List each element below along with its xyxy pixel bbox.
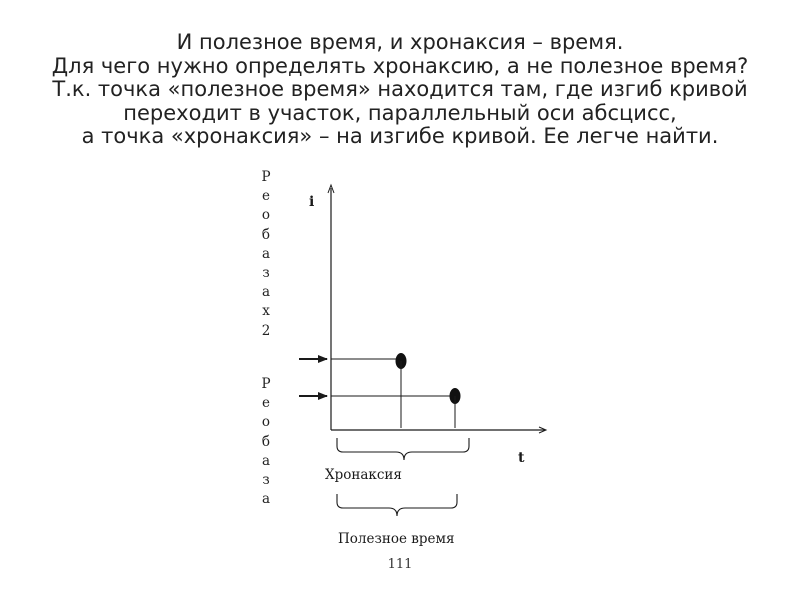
label-char: Р: [261, 376, 271, 392]
label-char: б: [261, 433, 271, 450]
label-char: е: [262, 395, 270, 412]
label-char: о: [261, 207, 271, 224]
label-char: 2: [261, 322, 271, 339]
label-char: з: [262, 265, 270, 282]
label-char: з: [262, 472, 270, 489]
y-axis-label: i: [309, 194, 315, 210]
label-char: а: [261, 284, 271, 301]
heading-line: Т.к. точка «полезное время» находится там, где изгиб кривой: [52, 77, 748, 101]
label-char: Р: [261, 169, 271, 185]
label-char: х: [262, 303, 270, 320]
useful-time-brace: [337, 494, 457, 516]
x-axis-label: t: [518, 450, 525, 466]
label-char: а: [261, 245, 271, 262]
heading-line: Для чего нужно определять хронаксию, а не полезное время?: [51, 53, 749, 78]
heading-line: И полезное время, и хронаксия – время.: [176, 30, 624, 54]
label-char: о: [261, 414, 271, 431]
label-char: а: [261, 452, 271, 469]
heading-line: переходит в участок, параллельный оси абсцисс,: [123, 100, 677, 125]
label-char: е: [262, 188, 270, 205]
label-char: б: [261, 226, 271, 243]
page-number: 111: [387, 557, 413, 572]
chronaxie-label: Хронаксия: [325, 467, 402, 483]
heading-line: а точка «хронаксия» – на изгибе кривой. Ее легче найти.: [81, 124, 719, 148]
chronaxie-brace: [337, 438, 469, 460]
label-char: а: [261, 491, 271, 508]
useful-time-label: Полезное время: [338, 531, 455, 547]
